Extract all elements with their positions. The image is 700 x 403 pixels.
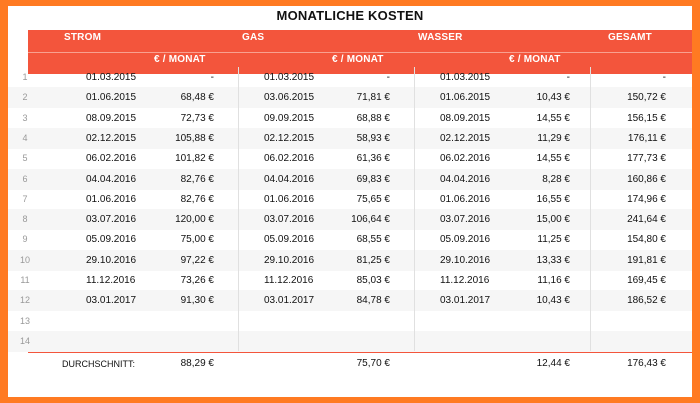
row-number: 12	[19, 295, 30, 306]
wasser-value-cell[interactable]: 14,55 €	[536, 112, 570, 124]
column-divider	[590, 67, 591, 351]
gas-value-cell[interactable]: 68,55 €	[356, 234, 390, 246]
wasser-date-cell[interactable]: 11.12.2016	[440, 275, 490, 286]
summary-label: DURCHSCHNITT:	[62, 359, 135, 369]
gesamt-value-cell[interactable]: 241,64 €	[627, 214, 666, 226]
strom-value-cell[interactable]: 68,48 €	[180, 92, 214, 104]
strom-value-cell[interactable]: 72,73 €	[180, 112, 214, 124]
column-header-strom[interactable]: STROM	[64, 32, 102, 43]
row-number: 9	[22, 234, 28, 245]
wasser-value-cell[interactable]: 8,28 €	[542, 173, 570, 185]
gas-value-cell[interactable]: 84,78 €	[356, 295, 390, 307]
row-number: 2	[22, 92, 28, 103]
strom-date-cell[interactable]: 05.09.2016	[86, 234, 137, 246]
header-divider	[28, 52, 692, 53]
wasser-value-cell[interactable]: 11,16 €	[537, 275, 570, 286]
strom-value-cell[interactable]: 82,76 €	[180, 193, 214, 205]
column-divider	[238, 67, 239, 351]
gas-date-cell[interactable]: 04.04.2016	[264, 173, 315, 185]
strom-date-cell[interactable]: 08.09.2015	[86, 112, 137, 124]
gas-value-cell[interactable]: 85,03 €	[356, 275, 390, 286]
wasser-value-cell[interactable]: 10,43 €	[536, 295, 570, 307]
row-number: 11	[20, 275, 30, 285]
summary-gas[interactable]: 75,70 €	[356, 358, 390, 369]
gas-value-cell[interactable]: 58,93 €	[356, 132, 390, 144]
gesamt-value-cell[interactable]: 191,81 €	[627, 254, 666, 266]
row-number: 3	[22, 112, 28, 123]
wasser-date-cell[interactable]: 29.10.2016	[440, 254, 491, 266]
gas-value-cell[interactable]: 71,81 €	[356, 92, 390, 104]
strom-value-cell[interactable]: 120,00 €	[175, 214, 214, 226]
strom-value-cell[interactable]: 75,00 €	[180, 234, 214, 246]
wasser-date-cell[interactable]: 08.09.2015	[440, 112, 491, 124]
gas-date-cell[interactable]: 03.06.2015	[264, 92, 315, 104]
gesamt-value-cell[interactable]: 177,73 €	[627, 153, 666, 165]
wasser-date-cell[interactable]: 01.06.2015	[440, 92, 491, 104]
row-number: 6	[22, 173, 28, 184]
unit-label-gas: € / MONAT	[332, 54, 384, 65]
strom-date-cell[interactable]: 06.02.2016	[86, 153, 137, 165]
row-number: 4	[22, 132, 28, 143]
sheet-title: MONATLICHE KOSTEN	[276, 8, 424, 23]
strom-value-cell[interactable]: 73,26 €	[180, 275, 214, 286]
wasser-date-cell[interactable]: 04.04.2016	[440, 173, 491, 185]
unit-label-strom: € / MONAT	[154, 54, 206, 65]
gesamt-value-cell[interactable]: 160,86 €	[627, 173, 666, 185]
row-number: 14	[19, 335, 30, 346]
row-number: 1	[22, 72, 28, 82]
wasser-value-cell[interactable]: 10,43 €	[536, 92, 570, 104]
strom-date-cell[interactable]: 11.12.2016	[86, 275, 136, 286]
strom-value-cell[interactable]: 101,82 €	[175, 153, 214, 165]
strom-value-cell[interactable]: 91,30 €	[180, 295, 214, 307]
column-header-gas[interactable]: GAS	[242, 32, 265, 43]
gas-date-cell[interactable]: 01.03.2015	[264, 72, 315, 83]
wasser-date-cell[interactable]: 03.01.2017	[440, 295, 491, 307]
gas-date-cell[interactable]: 01.06.2016	[264, 193, 315, 205]
strom-date-cell[interactable]: 03.07.2016	[86, 214, 137, 226]
gesamt-value-cell[interactable]: 154,80 €	[627, 234, 666, 246]
unit-label-wasser: € / MONAT	[509, 54, 561, 65]
spreadsheet	[8, 6, 692, 397]
gesamt-value-cell[interactable]: 150,72 €	[627, 92, 666, 104]
strom-date-cell[interactable]: 02.12.2015	[86, 132, 137, 144]
row-number: 10	[19, 254, 30, 265]
gas-date-cell[interactable]: 29.10.2016	[264, 254, 315, 266]
gesamt-value-cell[interactable]: 156,15 €	[627, 112, 666, 124]
wasser-value-cell[interactable]: -	[566, 72, 570, 83]
column-divider	[414, 67, 415, 351]
gas-date-cell[interactable]: 03.07.2016	[264, 214, 315, 226]
row-number: 7	[22, 193, 28, 204]
strom-date-cell[interactable]: 01.06.2015	[86, 92, 137, 104]
wasser-date-cell[interactable]: 03.07.2016	[440, 214, 491, 226]
gesamt-value-cell[interactable]: -	[662, 72, 666, 83]
gesamt-value-cell[interactable]: 174,96 €	[627, 193, 666, 205]
gesamt-value-cell[interactable]: 169,45 €	[627, 275, 666, 286]
gas-date-cell[interactable]: 09.09.2015	[264, 112, 315, 124]
column-header-gesamt[interactable]: GESAMT	[608, 32, 652, 43]
gas-date-cell[interactable]: 02.12.2015	[264, 132, 315, 144]
summary-strom[interactable]: 88,29 €	[180, 358, 214, 369]
summary-wasser[interactable]: 12,44 €	[536, 358, 570, 369]
strom-date-cell[interactable]: 04.04.2016	[86, 173, 137, 185]
gas-value-cell[interactable]: 68,88 €	[356, 112, 390, 124]
wasser-date-cell[interactable]: 01.06.2016	[440, 193, 491, 205]
strom-date-cell[interactable]: 01.03.2015	[86, 72, 137, 83]
strom-value-cell[interactable]: 97,22 €	[180, 254, 214, 266]
strom-value-cell[interactable]: 82,76 €	[180, 173, 214, 185]
wasser-value-cell[interactable]: 16,55 €	[536, 193, 570, 205]
wasser-date-cell[interactable]: 05.09.2016	[440, 234, 491, 246]
summary-row	[8, 352, 692, 376]
gas-value-cell[interactable]: 75,65 €	[356, 193, 390, 205]
wasser-date-cell[interactable]: 02.12.2015	[440, 132, 491, 144]
wasser-value-cell[interactable]: 13,33 €	[536, 254, 570, 266]
gas-date-cell[interactable]: 06.02.2016	[264, 153, 315, 165]
row-number: 13	[19, 315, 30, 326]
strom-date-cell[interactable]: 03.01.2017	[86, 295, 137, 307]
gas-date-cell[interactable]: 03.01.2017	[264, 295, 315, 307]
gas-value-cell[interactable]: 106,64 €	[351, 214, 390, 226]
strom-value-cell[interactable]: -	[210, 72, 214, 83]
gas-value-cell[interactable]: 81,25 €	[356, 254, 390, 266]
summary-gesamt[interactable]: 176,43 €	[627, 358, 666, 369]
row-number: 8	[22, 214, 28, 225]
gas-value-cell[interactable]: -	[386, 72, 390, 83]
wasser-date-cell[interactable]: 06.02.2016	[440, 153, 491, 165]
wasser-value-cell[interactable]: 11,29 €	[537, 132, 570, 144]
wasser-value-cell[interactable]: 15,00 €	[536, 214, 570, 226]
gesamt-value-cell[interactable]: 176,11 €	[627, 132, 666, 144]
strom-date-cell[interactable]: 01.06.2016	[86, 193, 137, 205]
gas-date-cell[interactable]: 05.09.2016	[264, 234, 315, 246]
gas-value-cell[interactable]: 69,83 €	[356, 173, 390, 185]
gas-value-cell[interactable]: 61,36 €	[356, 153, 390, 165]
wasser-value-cell[interactable]: 14,55 €	[536, 153, 570, 165]
strom-date-cell[interactable]: 29.10.2016	[86, 254, 137, 266]
gas-date-cell[interactable]: 11.12.2016	[264, 275, 314, 286]
wasser-value-cell[interactable]: 11,25 €	[537, 234, 570, 246]
strom-value-cell[interactable]: 105,88 €	[175, 132, 214, 144]
wasser-date-cell[interactable]: 01.03.2015	[440, 72, 491, 83]
row-number: 5	[22, 153, 28, 164]
gesamt-value-cell[interactable]: 186,52 €	[627, 295, 666, 307]
column-header-wasser[interactable]: WASSER	[418, 32, 463, 43]
